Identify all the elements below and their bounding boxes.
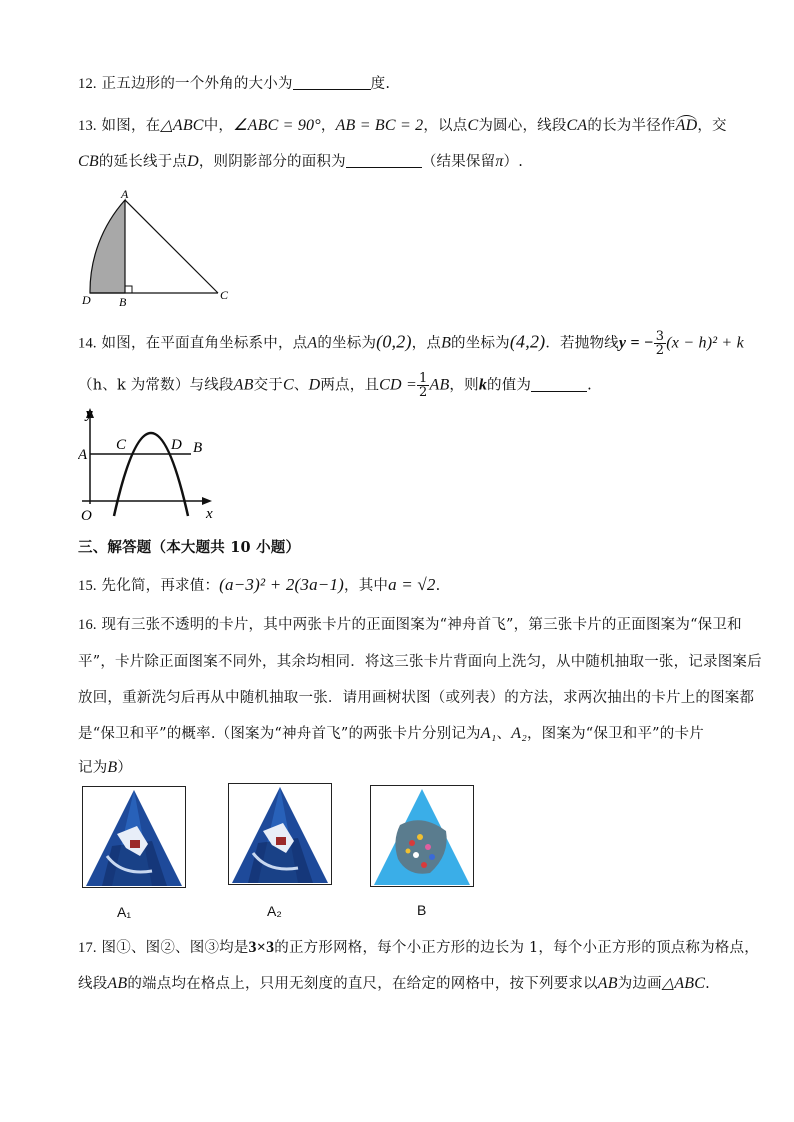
q14-label-o: O xyxy=(81,508,92,524)
card-a2 xyxy=(228,783,332,889)
q14-text: 、 xyxy=(293,377,309,394)
q14-label-c: C xyxy=(116,437,127,453)
q14-figure xyxy=(78,404,223,526)
q14-answer-blank[interactable] xyxy=(531,377,587,392)
q12-text-b: 度. xyxy=(370,76,391,92)
q13-angle: ∠ABC = 90° xyxy=(233,117,321,134)
q13-text: （结果保留 xyxy=(421,154,496,170)
q16-b: B xyxy=(107,759,118,776)
q15-text: . xyxy=(435,578,441,594)
q13-text: ）. xyxy=(503,154,524,170)
q13-text: 的长为半径作 xyxy=(587,118,676,134)
q14-coord-b: (4,2) xyxy=(509,331,546,352)
q16-text: 是“保卫和平”的概率.（图案为“神舟首飞”的两张卡片分别记为 xyxy=(78,726,481,742)
q14-fraction-half xyxy=(417,372,429,399)
q16-text: ） xyxy=(117,760,133,776)
q15-text: 先化简，再求值： xyxy=(101,578,220,594)
q16-line-1 xyxy=(78,613,742,634)
q17-text: . xyxy=(705,976,710,992)
q12-answer-blank[interactable] xyxy=(293,75,371,90)
q14-half-denominator: 2 xyxy=(418,385,428,400)
q17-number: 17. xyxy=(78,940,97,956)
card-b-caption: B xyxy=(417,902,427,918)
card-a1-image xyxy=(82,786,186,888)
q12-text-a: 正五边形的一个外角的大小为 xyxy=(101,76,293,92)
q13-segment-cb: CB xyxy=(78,153,99,170)
q16-line-5 xyxy=(78,756,132,777)
card-a2-image xyxy=(228,783,332,885)
q14-text: 交于 xyxy=(253,377,283,394)
q13-point-d: D xyxy=(187,153,199,170)
q13-arc-ad: AD xyxy=(675,117,698,134)
card-a1-caption: A₁ xyxy=(117,904,132,920)
q13-triangle: △ABC xyxy=(160,117,204,134)
q15-expression: (a−3)² + 2(3a−1) xyxy=(219,575,345,594)
q14-text: . xyxy=(587,377,592,394)
q13-answer-blank[interactable] xyxy=(346,153,422,168)
q16-text: 、 xyxy=(496,726,512,742)
q14-text: 的坐标为 xyxy=(451,335,510,352)
q14-text: 的坐标为 xyxy=(317,335,377,352)
q17-text: 线段 xyxy=(78,976,108,992)
q17-text: 的端点均在格点上，只用无刻度的直尺，在给定的网格中，按下列要求以 xyxy=(127,976,598,992)
q16-a1: A₁ xyxy=(480,725,497,742)
q14-label-a: A xyxy=(78,447,88,463)
q16-text: 记为 xyxy=(78,760,108,776)
q14-point-d: D xyxy=(308,376,321,394)
q13-segment-ac xyxy=(125,200,218,293)
q14-point-a: A xyxy=(307,334,318,352)
q16-number: 16. xyxy=(78,617,97,633)
q17-text: 图①、图②、图③均是 xyxy=(101,940,249,956)
q14-fraction-numerator: 3 xyxy=(655,329,665,344)
section-3-title: 三、解答题（本大题共 10 小题） xyxy=(78,539,301,556)
q13-shaded-region xyxy=(90,200,125,293)
q14-text: 的值为 xyxy=(487,377,532,394)
q14-segment-ab: AB xyxy=(233,376,254,394)
q13-text: 为圆心，线段 xyxy=(478,118,567,134)
q14-coord-a: (0,2) xyxy=(376,331,412,352)
q14-label-b: B xyxy=(193,440,203,456)
q16-a2: A₂ xyxy=(511,725,527,742)
q14-text: ，则 xyxy=(449,377,479,394)
q14-text: 如图，在平面直角坐标系中，点 xyxy=(101,335,308,352)
q17-line-2 xyxy=(78,972,710,993)
q13-text: ，则阴影部分的面积为 xyxy=(198,154,346,170)
q13-text: ，交 xyxy=(697,118,727,134)
q14-text: 两点，且 xyxy=(320,377,380,394)
q14-number: 14. xyxy=(78,335,97,352)
q17-segment-ab: AB xyxy=(107,975,128,992)
q13-number: 13. xyxy=(78,118,97,134)
q14-line-2 xyxy=(78,372,592,399)
q17-text: 的正方形网格，每个小正方形的边长为 1，每个小正方形的顶点称为格点， xyxy=(274,940,759,956)
q14-text: ．若抛物线 xyxy=(545,335,619,352)
q13-text: 如图，在 xyxy=(101,118,161,134)
q13-label-c: C xyxy=(220,288,229,302)
q14-k: k xyxy=(478,376,488,394)
q13-right-angle-mark xyxy=(125,286,132,293)
q13-point-c: C xyxy=(467,117,479,134)
q13-segment-ca: CA xyxy=(566,117,588,134)
card-a1 xyxy=(82,786,186,892)
q13-label-d: D xyxy=(82,293,91,307)
q13-figure xyxy=(78,188,238,308)
q17-line-1 xyxy=(78,936,759,957)
q14-point-c: C xyxy=(283,376,294,394)
q13-pi: π xyxy=(495,153,504,170)
q14-parabola-right: (x − h)² + k xyxy=(666,334,744,352)
q16-line-2: 平”，卡片除正面图案不同外，其余均相同．将这三张卡片背面向上洗匀，从中随机抽取一张，记录图案后 xyxy=(78,654,762,670)
q14-x-arrow xyxy=(202,497,212,505)
q16-line-3: 放回，重新洗匀后再从中随机抽取一张．请用画树状图（或列表）的方法，求两次抽出的卡片上的图案都 xyxy=(78,690,755,706)
q14-text: （h、k 为常数）与线段 xyxy=(78,377,234,394)
q13-line-2 xyxy=(78,150,523,171)
q17-grid-size: 3×3 xyxy=(248,939,275,956)
q15-number: 15. xyxy=(78,578,97,594)
q15-text: ，其中 xyxy=(344,578,389,594)
q13-text: 中， xyxy=(203,118,234,134)
q17-text: 为边画 xyxy=(617,976,662,992)
q14-line-1 xyxy=(78,330,744,357)
q13-text: ， xyxy=(320,118,336,134)
q14-half-numerator: 1 xyxy=(418,371,428,386)
q14-label-d: D xyxy=(171,437,182,453)
q13-lengths: AB = BC = 2 xyxy=(335,117,424,134)
q13-text: 的延长线于点 xyxy=(98,154,188,170)
q12-number: 12. xyxy=(78,76,97,92)
q17-triangle: △ABC xyxy=(661,975,706,992)
q14-segment-ab: AB xyxy=(429,376,450,394)
q13-label-b: B xyxy=(119,295,127,308)
q17-segment-ab: AB xyxy=(597,975,618,992)
q14-fraction-denominator: 2 xyxy=(655,343,665,358)
q14-cd: CD = xyxy=(379,376,417,394)
q16-text: 现有三张不透明的卡片，其中两张卡片的正面图案为“神舟首飞”，第三张卡片的正面图案为“保卫和 xyxy=(101,617,742,633)
card-a2-caption: A₂ xyxy=(267,903,282,919)
q14-fraction xyxy=(654,330,666,357)
q14-label-x: x xyxy=(206,506,213,522)
q13-label-a: A xyxy=(121,188,129,201)
q13-text: ，以点 xyxy=(423,118,468,134)
q16-text: ，图案为“保卫和平”的卡片 xyxy=(526,726,704,742)
q15-condition: a = √2 xyxy=(388,575,436,594)
q12-line xyxy=(78,72,390,93)
card-b xyxy=(370,785,474,891)
q14-text: ，点 xyxy=(411,335,442,352)
card-b-image xyxy=(370,785,474,887)
q14-parabola-left: y = − xyxy=(618,334,654,352)
q15-line xyxy=(78,574,440,595)
q14-label-y: y xyxy=(86,406,93,422)
q16-line-4 xyxy=(78,722,704,743)
q14-point-b: B xyxy=(441,334,452,352)
q13-line-1 xyxy=(78,114,727,135)
